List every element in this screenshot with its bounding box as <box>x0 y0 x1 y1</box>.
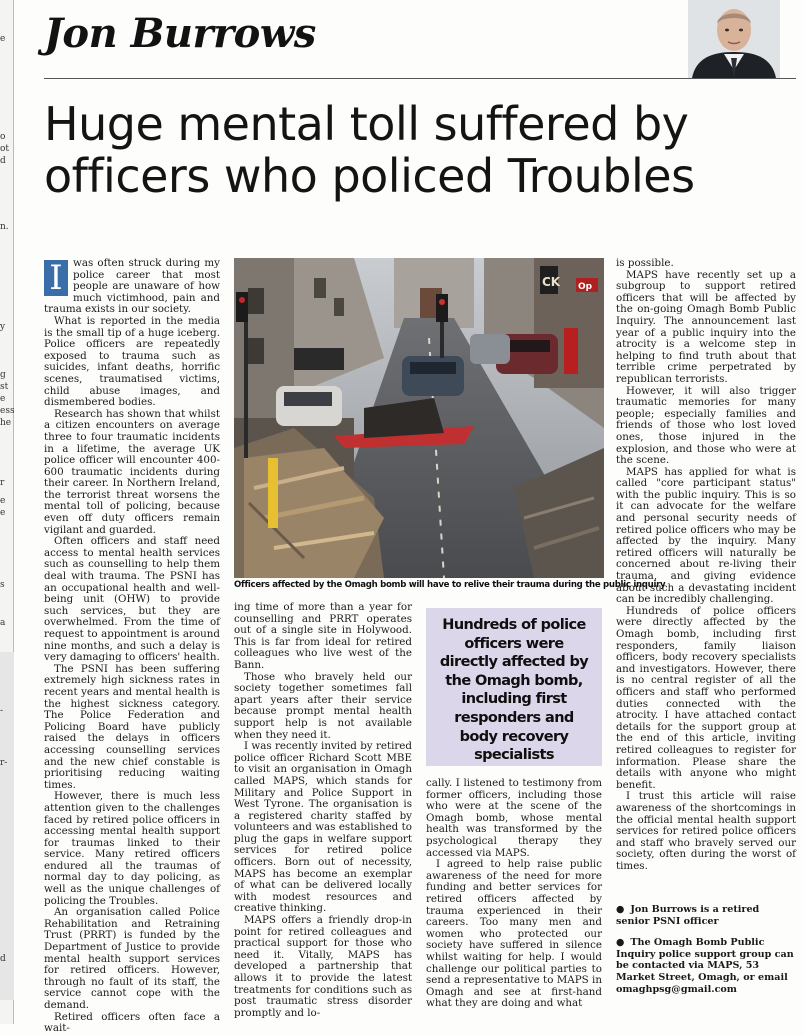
article-column-2b <box>426 778 602 1010</box>
article-paragraph: Hundreds of police officers were directly affected by the Omagh bomb, including first responders, family liaison officers, body recovery specialists and investigators. However, there is no central register of all the officers and staff who performed duties connected with the atrocity. I have attached contact details for the support group at the end of this article, inviting retired colleagues to register for information. Please share the details with anyone who might benefit. <box>616 604 796 791</box>
article-paragraph: cally. I listened to testimony from former officers, including those who were at the scene of the Omagh bomb, whose mental health was transformed by the psychological therapy they accessed via MAPS. <box>426 777 602 859</box>
fragment: s <box>0 580 5 590</box>
article-paragraph: The PSNI has been suffering extremely high sickness rates in recent years and mental health is the highest sickness category. The Police Federation and Policing Board have publicly raised the delays in officers accessing counselling services and the new chief constable is prioritising reducing waiting times. <box>44 662 220 791</box>
fragment: e <box>0 394 6 404</box>
article-paragraph: MAPS has applied for what is called "core participant status" with the public inquiry. This is so it can advocate for the welfare and personal security needs of retired police officers who may be affected by the inquiry. Many retired officers will naturally be concerned about re-living their trauma, and giving evidence about such a devastating incident can be incredibly challenging. <box>616 465 796 606</box>
headline: Huge mental toll suffered by officers who policed Troubles <box>44 97 695 203</box>
article-paragraph: However, there is much less attention given to the challenges faced by retired police officers in accessing mental health support for traumas linked to their service. Many retired officers endured all the traumas of normal day to day policing, as well as the unique challenges of policing the Troubles. <box>44 790 220 907</box>
fragment: e <box>0 508 6 518</box>
fragment: d <box>0 156 6 166</box>
article-paragraph: I agreed to help raise public awareness of the need for more funding and better services for retired officers affected by trauma experienced in their careers. Too many men and women who protected our society have suffered in silence whilst waiting for help. I would challenge our political parties to send a representative to MAPS in Omagh and see at first-hand what they are doing and what <box>426 858 602 1010</box>
adjacent-grey-box <box>0 652 14 1000</box>
drop-cap: I <box>44 260 68 296</box>
fragment: n. <box>0 222 9 232</box>
article-paragraph: Often officers and staff need access to mental health services such as counselling to help them deal with trauma. The PSNI has an occupational health and well-being unit (OHW) to provide such services, but they are overwhelmed. From the time of request to appointment is around nine months, and such a delay is very damaging to officers' health. <box>44 535 220 664</box>
author-notes <box>616 904 796 1005</box>
fragment: e <box>0 496 6 506</box>
fragment: r <box>0 478 5 488</box>
article-column-2 <box>234 602 412 1019</box>
adjacent-page-strip <box>0 0 14 1024</box>
bullet-icon: ● <box>616 937 625 949</box>
header-rule <box>44 78 796 79</box>
fragment: he <box>0 418 12 428</box>
fragment: r- <box>0 758 8 768</box>
fragment: e <box>0 34 6 44</box>
article-paragraph: However, it will also trigger traumatic memories for many people; especially families and friends of those who lost loved ones, those injured in the explosion, and those who were at the scene. <box>616 384 796 467</box>
photo-shop-sign-2: Op <box>578 282 593 292</box>
article-paragraph: Those who bravely held our society together sometimes fall apart years after their service because prompt mental health support help is not available when they need it. <box>234 670 412 741</box>
pull-quote-box <box>426 608 602 766</box>
fragment: - <box>0 706 4 716</box>
article-column-1 <box>44 258 220 1035</box>
article-paragraph: What is reported in the media is the small tip of a huge iceberg. Police officers are repeatedly exposed to trauma such as suicides, infant deaths, horrific scenes, traumatised victims, child abuse images, and dismembered bodies. <box>44 314 220 409</box>
author-bio-note: ● Jon Burrows is a retired senior PSNI officer <box>616 904 760 927</box>
article-paragraph: MAPS offers a friendly drop-in point for retired colleagues and practical support for those who need it. Vitally, MAPS has developed a partnership that allows it to provide the latest treatments for conditions such as post traumatic stress disorder promptly and lo- <box>234 914 412 1019</box>
fragment: ess <box>0 406 15 416</box>
fragment: ot <box>0 144 10 154</box>
article-paragraph: is possible. <box>616 257 674 269</box>
article-paragraph: An organisation called Police Rehabilitation and Retraining Trust (PRRT) is funded by the Department of Justice to provide mental health support services for retired officers. However, through no fault of its staff, the service cannot cope with the demand. <box>44 906 220 1011</box>
omagh-street-photo <box>234 258 604 578</box>
article-paragraph: Research has shown that whilst a citizen encounters on average three to four traumatic incidents in a lifetime, the average UK police officer will encounter 400-600 traumatic incidents during their career. In Northern Ireland, the terrorist threat worsens the mental toll of policing, because even off duty officers remain vigilant and guarded. <box>44 407 220 536</box>
fragment: st <box>0 382 9 392</box>
article-paragraph: MAPS have recently set up a subgroup to support retired officers that will be affected by the on-going Omagh Bomb Public Inquiry. The announcement last year of a public inquiry into the atrocity is a welcome step in helping to find truth about that terrible crime perpetrated by republican terrorists. <box>616 268 796 385</box>
contact-note: ● The Omagh Bomb Public Inquiry police support group can be contacted via MAPS, 53 Market Street, Omagh, or email omaghpsg@gmail.com <box>616 937 794 995</box>
article-paragraph: I was recently invited by retired police officer Richard Scott MBE to visit an organisation in Omagh called MAPS, which stands for Military and Police Support in West Tyrone. The organisation is a registered charity staffed by volunteers and was established to plug the gaps in welfare support services for retired police officers. Born out of necessity, MAPS has become an exemplar of what can be delivered locally with modest resources and creative thinking. <box>234 740 412 915</box>
pull-quote: Hundreds of police officers were directly affected by the Omagh bomb, including first responders and body recovery specialists <box>439 617 589 764</box>
fragment: d <box>0 954 6 964</box>
article-paragraph: I trust this article will raise awareness of the shortcomings in the official mental health support services for retired police officers and staff who bravely served our society, often during the worst of times. <box>616 790 796 872</box>
fragment: g <box>0 370 6 380</box>
photo-caption: Officers affected by the Omagh bomb will have to relive their trauma during the public inquiry <box>234 580 666 590</box>
article-paragraph: I was often struck during my police career that most people are unaware of how much victimhood, pain and trauma exists in our society. <box>44 257 220 316</box>
article-column-3 <box>616 258 796 872</box>
article-paragraph: ing time of more than a year for counselling and PRRT operates out of a single site in Holywood. This is far from ideal for retired colleagues who live west of the Bann. <box>234 601 412 671</box>
bullet-icon: ● <box>616 904 625 915</box>
article-paragraph: Retired officers often face a wait- <box>44 1010 220 1035</box>
author-photo <box>688 0 780 78</box>
fragment: a <box>0 618 6 628</box>
photo-shop-sign: CK <box>542 275 561 289</box>
fragment: o <box>0 132 6 142</box>
byline: Jon Burrows <box>44 10 316 57</box>
fragment: y <box>0 322 6 332</box>
